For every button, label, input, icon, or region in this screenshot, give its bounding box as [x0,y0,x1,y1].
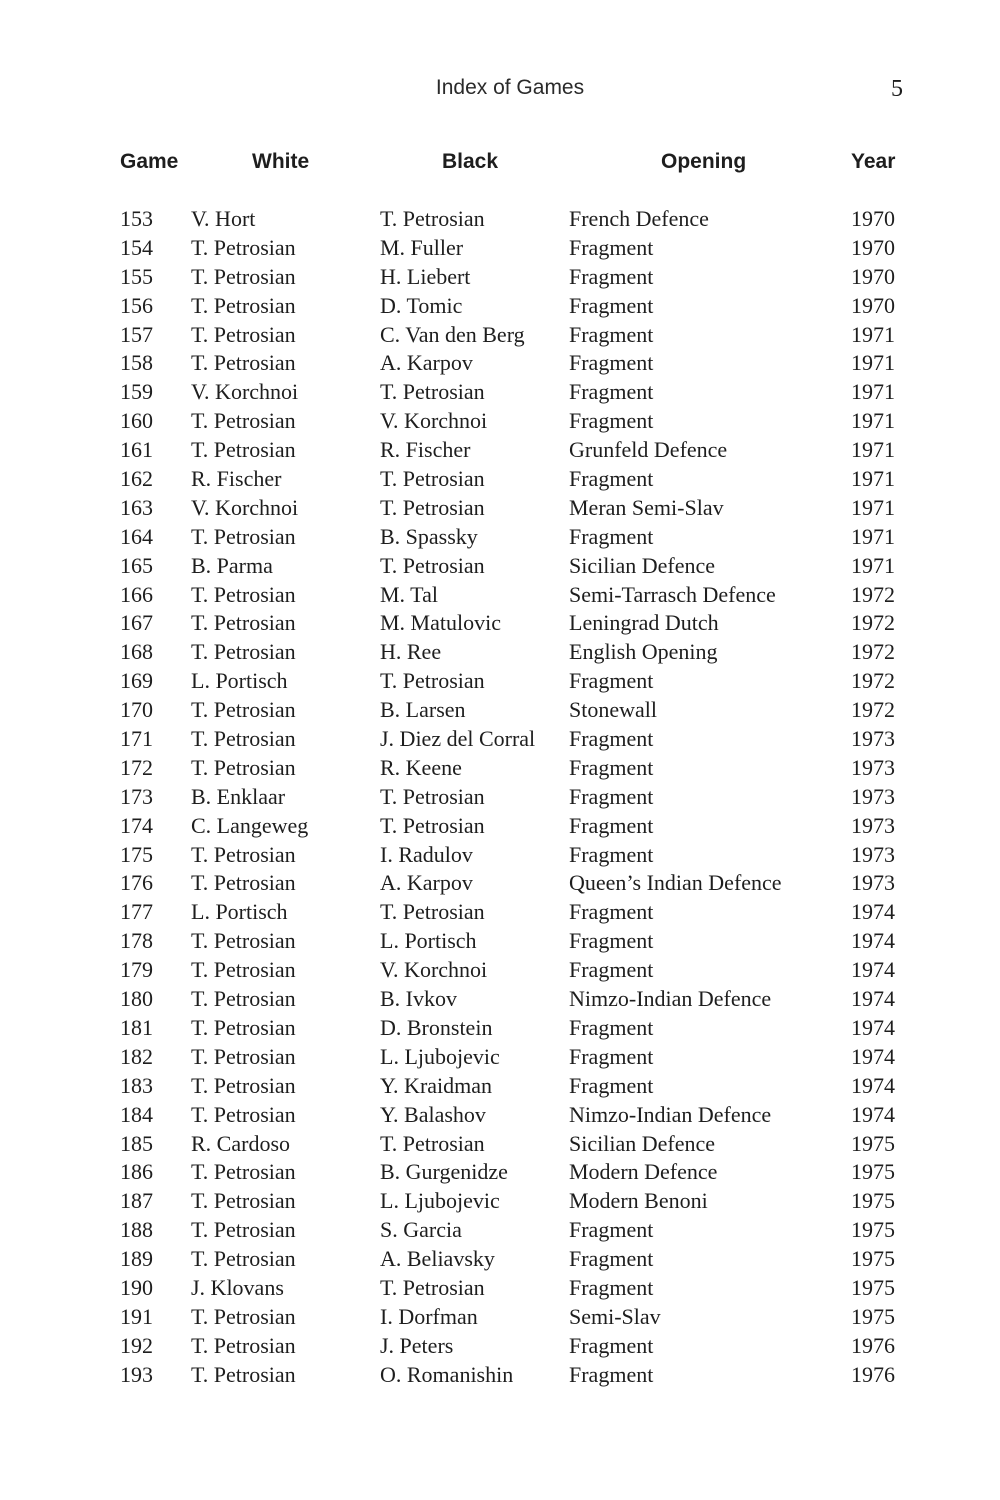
table-row [120,783,910,812]
table-row [120,1216,910,1245]
opening-cell: Fragment [569,1274,654,1300]
white-player-cell: T. Petrosian [191,1246,296,1272]
opening-cell: Modern Benoni [569,1188,708,1214]
white-player-cell: L. Portisch [191,668,288,694]
white-player-cell: T. Petrosian [191,1043,296,1069]
table-row [120,1245,910,1274]
opening-cell: Fragment [569,1246,654,1272]
white-player-cell: T. Petrosian [191,1159,296,1185]
black-player-cell: I. Dorfman [380,1303,478,1329]
year-cell: 1970 [851,234,895,260]
black-player-cell: L. Ljubojevic [380,1043,500,1069]
game-number-cell: 169 [120,668,153,694]
year-cell: 1973 [851,812,895,838]
table-row [120,927,910,956]
table-row [120,1101,910,1130]
year-cell: 1971 [851,523,895,549]
white-player-cell: T. Petrosian [191,350,296,376]
black-player-cell: T. Petrosian [380,466,485,492]
black-player-cell: M. Matulovic [380,610,501,636]
opening-cell: Modern Defence [569,1159,718,1185]
game-number-cell: 162 [120,466,153,492]
opening-cell: Fragment [569,1072,654,1098]
game-number-cell: 170 [120,697,153,723]
opening-cell: Fragment [569,668,654,694]
black-player-cell: J. Diez del Corral [380,726,536,752]
opening-cell: Fragment [569,408,654,434]
year-cell: 1974 [851,1072,895,1098]
game-number-cell: 178 [120,928,153,954]
year-cell: 1970 [851,292,895,318]
game-number-cell: 175 [120,841,153,867]
table-row [120,754,910,783]
table-row [120,725,910,754]
year-cell: 1971 [851,466,895,492]
white-player-cell: T. Petrosian [191,639,296,665]
game-number-cell: 184 [120,1101,153,1127]
white-player-cell: T. Petrosian [191,523,296,549]
column-header-black: Black [442,150,499,173]
year-cell: 1974 [851,899,895,925]
table-row [120,638,910,667]
game-number-cell: 154 [120,234,153,260]
opening-cell: Fragment [569,379,654,405]
white-player-cell: T. Petrosian [191,1101,296,1127]
opening-cell: French Defence [569,206,709,231]
year-cell: 1973 [851,754,895,780]
white-player-cell: T. Petrosian [191,1361,296,1387]
year-cell: 1973 [851,726,895,752]
opening-cell: Fragment [569,957,654,983]
year-cell: 1972 [851,610,895,636]
opening-cell: Fragment [569,841,654,867]
opening-cell: Semi-Tarrasch Defence [569,581,776,607]
table-row [120,1014,910,1043]
game-number-cell: 171 [120,726,153,752]
table-row [120,494,910,523]
year-cell: 1971 [851,379,895,405]
white-player-cell: T. Petrosian [191,697,296,723]
games-index-table [120,146,910,1387]
game-number-cell: 181 [120,1014,153,1040]
black-player-cell: V. Korchnoi [380,957,488,983]
column-header-opening: Opening [661,150,747,173]
opening-cell: Sicilian Defence [569,552,715,578]
game-number-cell: 166 [120,581,153,607]
game-number-cell: 161 [120,437,153,463]
black-player-cell: T. Petrosian [380,379,485,405]
opening-cell: Fragment [569,263,654,289]
black-player-cell: T. Petrosian [380,812,485,838]
year-cell: 1972 [851,668,895,694]
year-cell: 1971 [851,321,895,347]
year-cell: 1976 [851,1361,895,1387]
year-cell: 1974 [851,986,895,1012]
black-player-cell: T. Petrosian [380,668,485,694]
opening-cell: Fragment [569,928,654,954]
year-cell: 1971 [851,494,895,520]
year-cell: 1975 [851,1217,895,1243]
white-player-cell: T. Petrosian [191,1332,296,1358]
black-player-cell: B. Ivkov [380,986,457,1012]
game-number-cell: 173 [120,783,153,809]
game-number-cell: 168 [120,639,153,665]
black-player-cell: B. Gurgenidze [380,1159,508,1185]
black-player-cell: S. Garcia [380,1217,462,1243]
year-cell: 1975 [851,1246,895,1272]
white-player-cell: B. Enklaar [191,783,286,809]
white-player-cell: T. Petrosian [191,1188,296,1214]
game-number-cell: 158 [120,350,153,376]
white-player-cell: T. Petrosian [191,581,296,607]
white-player-cell: T. Petrosian [191,437,296,463]
opening-cell: Fragment [569,292,654,318]
white-player-cell: T. Petrosian [191,408,296,434]
table-row [120,1274,910,1303]
table-row [120,1072,910,1101]
column-header-game: Game [120,150,179,173]
opening-cell: Fragment [569,726,654,752]
year-cell: 1972 [851,581,895,607]
table-row [120,1043,910,1072]
year-cell: 1973 [851,870,895,896]
opening-cell: Fragment [569,321,654,347]
opening-cell: Fragment [569,1332,654,1358]
game-number-cell: 179 [120,957,153,983]
year-cell: 1971 [851,552,895,578]
game-number-cell: 164 [120,523,153,549]
game-number-cell: 155 [120,263,153,289]
opening-cell: Semi-Slav [569,1303,661,1329]
table-row [120,696,910,725]
white-player-cell: J. Klovans [191,1274,284,1300]
opening-cell: Queen’s Indian Defence [569,870,782,896]
year-cell: 1974 [851,1101,895,1127]
white-player-cell: R. Fischer [191,466,282,492]
black-player-cell: B. Larsen [380,697,466,723]
column-header-year: Year [851,150,896,173]
black-player-cell: C. Van den Berg [380,321,525,347]
opening-cell: Fragment [569,783,654,809]
white-player-cell: B. Parma [191,552,273,578]
table-row [120,292,910,321]
black-player-cell: M. Fuller [380,234,464,260]
opening-cell: Fragment [569,1043,654,1069]
black-player-cell: H. Liebert [380,263,471,289]
black-player-cell: M. Tal [380,581,438,607]
white-player-cell: L. Portisch [191,899,288,925]
year-cell: 1974 [851,1043,895,1069]
game-number-cell: 165 [120,552,153,578]
opening-cell: Fragment [569,523,654,549]
black-player-cell: B. Spassky [380,523,478,549]
table-row [120,436,910,465]
year-cell: 1975 [851,1159,895,1185]
table-row [120,841,910,870]
year-cell: 1974 [851,928,895,954]
game-number-cell: 174 [120,812,153,838]
table-row [120,407,910,436]
black-player-cell: A. Karpov [380,870,473,896]
white-player-cell: T. Petrosian [191,726,296,752]
game-number-cell: 192 [120,1332,153,1358]
opening-cell: Leningrad Dutch [569,610,719,636]
opening-cell: Sicilian Defence [569,1130,715,1156]
table-row [120,898,910,927]
table-row [120,1361,910,1390]
table-row [120,465,910,494]
black-player-cell: T. Petrosian [380,494,485,520]
black-player-cell: T. Petrosian [380,1274,485,1300]
opening-cell: Fragment [569,812,654,838]
table-row [120,1158,910,1187]
year-cell: 1972 [851,639,895,665]
black-player-cell: V. Korchnoi [380,408,488,434]
opening-cell: Fragment [569,899,654,925]
table-row [120,1303,910,1332]
table-row [120,378,910,407]
black-player-cell: T. Petrosian [380,783,485,809]
black-player-cell: D. Bronstein [380,1014,493,1040]
year-cell: 1971 [851,408,895,434]
table-row [120,956,910,985]
year-cell: 1973 [851,783,895,809]
game-number-cell: 167 [120,610,153,636]
game-number-cell: 187 [120,1188,153,1214]
white-player-cell: T. Petrosian [191,1303,296,1329]
year-cell: 1975 [851,1303,895,1329]
black-player-cell: A. Beliavsky [380,1246,495,1272]
white-player-cell: T. Petrosian [191,1217,296,1243]
black-player-cell: I. Radulov [380,841,473,867]
white-player-cell: T. Petrosian [191,841,296,867]
black-player-cell: L. Ljubojevic [380,1188,500,1214]
year-cell: 1975 [851,1188,895,1214]
black-player-cell: T. Petrosian [380,206,485,231]
table-row [120,349,910,378]
game-number-cell: 177 [120,899,153,925]
opening-cell: Fragment [569,350,654,376]
year-cell: 1974 [851,957,895,983]
game-number-cell: 172 [120,754,153,780]
white-player-cell: T. Petrosian [191,263,296,289]
black-player-cell: Y. Balashov [380,1101,486,1127]
table-row [120,1332,910,1361]
game-number-cell: 191 [120,1303,153,1329]
table-row [120,581,910,610]
table-row [120,1187,910,1216]
game-number-cell: 189 [120,1246,153,1272]
year-cell: 1972 [851,697,895,723]
opening-cell: Nimzo-Indian Defence [569,986,772,1012]
white-player-cell: R. Cardoso [191,1130,290,1156]
table-header [120,146,910,182]
opening-cell: Fragment [569,1361,654,1387]
white-player-cell: T. Petrosian [191,234,296,260]
game-number-cell: 176 [120,870,153,896]
opening-cell: Fragment [569,234,654,260]
table-row [120,609,910,638]
table-row [120,667,910,696]
opening-cell: Fragment [569,754,654,780]
black-player-cell: A. Karpov [380,350,473,376]
white-player-cell: V. Hort [191,206,256,231]
opening-cell: Grunfeld Defence [569,437,728,463]
game-number-cell: 153 [120,206,153,231]
white-player-cell: T. Petrosian [191,610,296,636]
year-cell: 1974 [851,1014,895,1040]
page-title: Index of Games [435,76,585,99]
white-player-cell: T. Petrosian [191,321,296,347]
black-player-cell: J. Peters [380,1332,454,1358]
opening-cell: Fragment [569,1217,654,1243]
table-row [120,552,910,581]
game-number-cell: 186 [120,1159,153,1185]
game-number-cell: 159 [120,379,153,405]
table-row [120,321,910,350]
table-row [120,523,910,552]
page-number: 5 [891,76,903,102]
game-number-cell: 193 [120,1361,153,1387]
opening-cell: Stonewall [569,697,657,723]
opening-cell: Fragment [569,466,654,492]
white-player-cell: T. Petrosian [191,292,296,318]
white-player-cell: T. Petrosian [191,754,296,780]
year-cell: 1970 [851,263,895,289]
running-head [0,76,1000,104]
table-row [120,263,910,292]
game-number-cell: 160 [120,408,153,434]
table-row [120,234,910,263]
white-player-cell: T. Petrosian [191,1072,296,1098]
opening-cell: Nimzo-Indian Defence [569,1101,772,1127]
game-number-cell: 185 [120,1130,153,1156]
black-player-cell: T. Petrosian [380,1130,485,1156]
year-cell: 1971 [851,437,895,463]
opening-cell: Fragment [569,1014,654,1040]
table-row [120,1130,910,1159]
game-number-cell: 157 [120,321,153,347]
game-number-cell: 163 [120,494,153,520]
year-cell: 1976 [851,1332,895,1358]
white-player-cell: T. Petrosian [191,928,296,954]
white-player-cell: T. Petrosian [191,870,296,896]
year-cell: 1975 [851,1274,895,1300]
game-number-cell: 156 [120,292,153,318]
black-player-cell: R. Keene [380,754,462,780]
black-player-cell: Y. Kraidman [380,1072,493,1098]
black-player-cell: H. Ree [380,639,442,665]
white-player-cell: T. Petrosian [191,986,296,1012]
black-player-cell: L. Portisch [380,928,477,954]
year-cell: 1971 [851,350,895,376]
table-row [120,812,910,841]
white-player-cell: V. Korchnoi [191,494,299,520]
year-cell: 1973 [851,841,895,867]
table-row [120,869,910,898]
game-number-cell: 183 [120,1072,153,1098]
game-number-cell: 190 [120,1274,153,1300]
table-row [120,205,910,234]
table-body [120,205,910,1390]
game-number-cell: 188 [120,1217,153,1243]
white-player-cell: T. Petrosian [191,1014,296,1040]
black-player-cell: R. Fischer [380,437,471,463]
year-cell: 1970 [851,206,895,231]
white-player-cell: V. Korchnoi [191,379,299,405]
year-cell: 1975 [851,1130,895,1156]
game-number-cell: 182 [120,1043,153,1069]
black-player-cell: T. Petrosian [380,552,485,578]
black-player-cell: T. Petrosian [380,899,485,925]
table-row [120,985,910,1014]
white-player-cell: T. Petrosian [191,957,296,983]
game-number-cell: 180 [120,986,153,1012]
column-header-white: White [252,150,310,173]
opening-cell: Meran Semi-Slav [569,494,724,520]
opening-cell: English Opening [569,639,718,665]
white-player-cell: C. Langeweg [191,812,309,838]
black-player-cell: D. Tomic [380,292,463,318]
black-player-cell: O. Romanishin [380,1361,514,1387]
